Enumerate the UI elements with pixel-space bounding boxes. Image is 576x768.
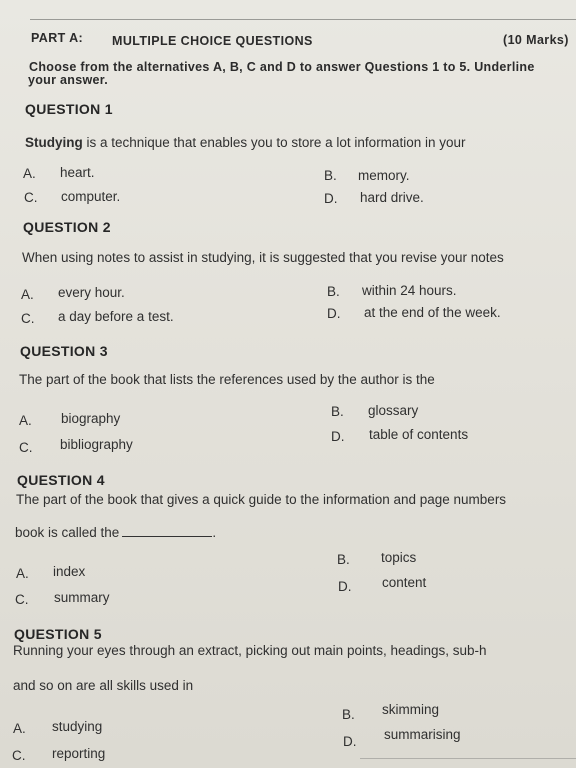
q5-option-a-letter: A. [13,721,26,736]
instructions-line-1: Choose from the alternatives A, B, C and D to answer Questions 1 to 5. Underline [29,60,535,74]
question-1-heading: QUESTION 1 [25,101,113,117]
q1-option-c-letter: C. [24,190,38,205]
q3-option-c: bibliography [60,437,133,452]
q5-option-a: studying [52,719,103,734]
question-1-stem: Studying is a technique that enables you to store a lot information in your [25,135,466,150]
q1-option-a: heart. [60,165,95,180]
q4-option-d-letter: D. [338,579,352,594]
q1-option-d: hard drive. [360,190,424,205]
q4-option-a: index [53,564,86,579]
marks-label: (10 Marks) [503,33,569,47]
q2-option-c: a day before a test. [58,309,174,324]
q2-option-a: every hour. [58,285,125,300]
q5-option-b: skimming [382,702,440,717]
q2-option-d-letter: D. [327,306,341,321]
q3-option-d-letter: D. [331,429,345,444]
q4-option-b-letter: B. [337,552,350,567]
question-3-heading: QUESTION 3 [20,343,108,359]
q2-option-d: at the end of the week. [364,305,501,320]
q3-option-b: glossary [368,403,419,418]
instructions-line-2: your answer. [28,73,109,87]
bottom-divider [360,758,576,759]
q5-option-d-letter: D. [343,734,357,749]
q4-option-c: summary [54,590,110,605]
q4-option-d: content [382,575,427,590]
q1-option-d-letter: D. [324,191,338,206]
question-4-heading: QUESTION 4 [17,472,105,488]
q4-option-a-letter: A. [16,566,29,581]
question-5-stem-line-2: and so on are all skills used in [13,678,194,693]
q5-option-c: reporting [52,746,106,761]
question-5-stem-line-1: Running your eyes through an extract, picking out main points, headings, sub-h [13,643,487,658]
q4-option-c-letter: C. [15,592,29,607]
q2-option-a-letter: A. [21,287,34,302]
q1-option-b: memory. [358,168,410,183]
question-2-heading: QUESTION 2 [23,219,111,235]
q3-option-d: table of contents [369,427,469,442]
q5-option-d: summarising [384,727,461,742]
q1-option-a-letter: A. [23,166,36,181]
question-3-stem: The part of the book that lists the references used by the author is the [19,372,435,387]
q3-option-a: biography [61,411,121,426]
question-5-heading: QUESTION 5 [14,626,102,642]
top-divider [30,19,576,20]
question-2-stem: When using notes to assist in studying, it is suggested that you revise your notes [22,250,504,265]
q3-option-b-letter: B. [331,404,344,419]
answer-blank [122,525,212,537]
q5-option-b-letter: B. [342,707,355,722]
section-title: MULTIPLE CHOICE QUESTIONS [112,34,313,48]
question-4-stem-line-1: The part of the book that gives a quick guide to the information and page numbers [16,492,507,507]
q2-option-b: within 24 hours. [362,283,457,298]
q3-option-a-letter: A. [19,413,32,428]
q2-option-c-letter: C. [21,311,35,326]
q1-option-c: computer. [61,189,121,204]
part-label: PART A: [31,31,84,45]
q1-option-b-letter: B. [324,168,337,183]
q2-option-b-letter: B. [327,284,340,299]
q4-option-b: topics [381,550,417,565]
q5-option-c-letter: C. [12,748,26,763]
question-4-stem-line-2: book is called the . [15,525,217,540]
q3-option-c-letter: C. [19,440,33,455]
